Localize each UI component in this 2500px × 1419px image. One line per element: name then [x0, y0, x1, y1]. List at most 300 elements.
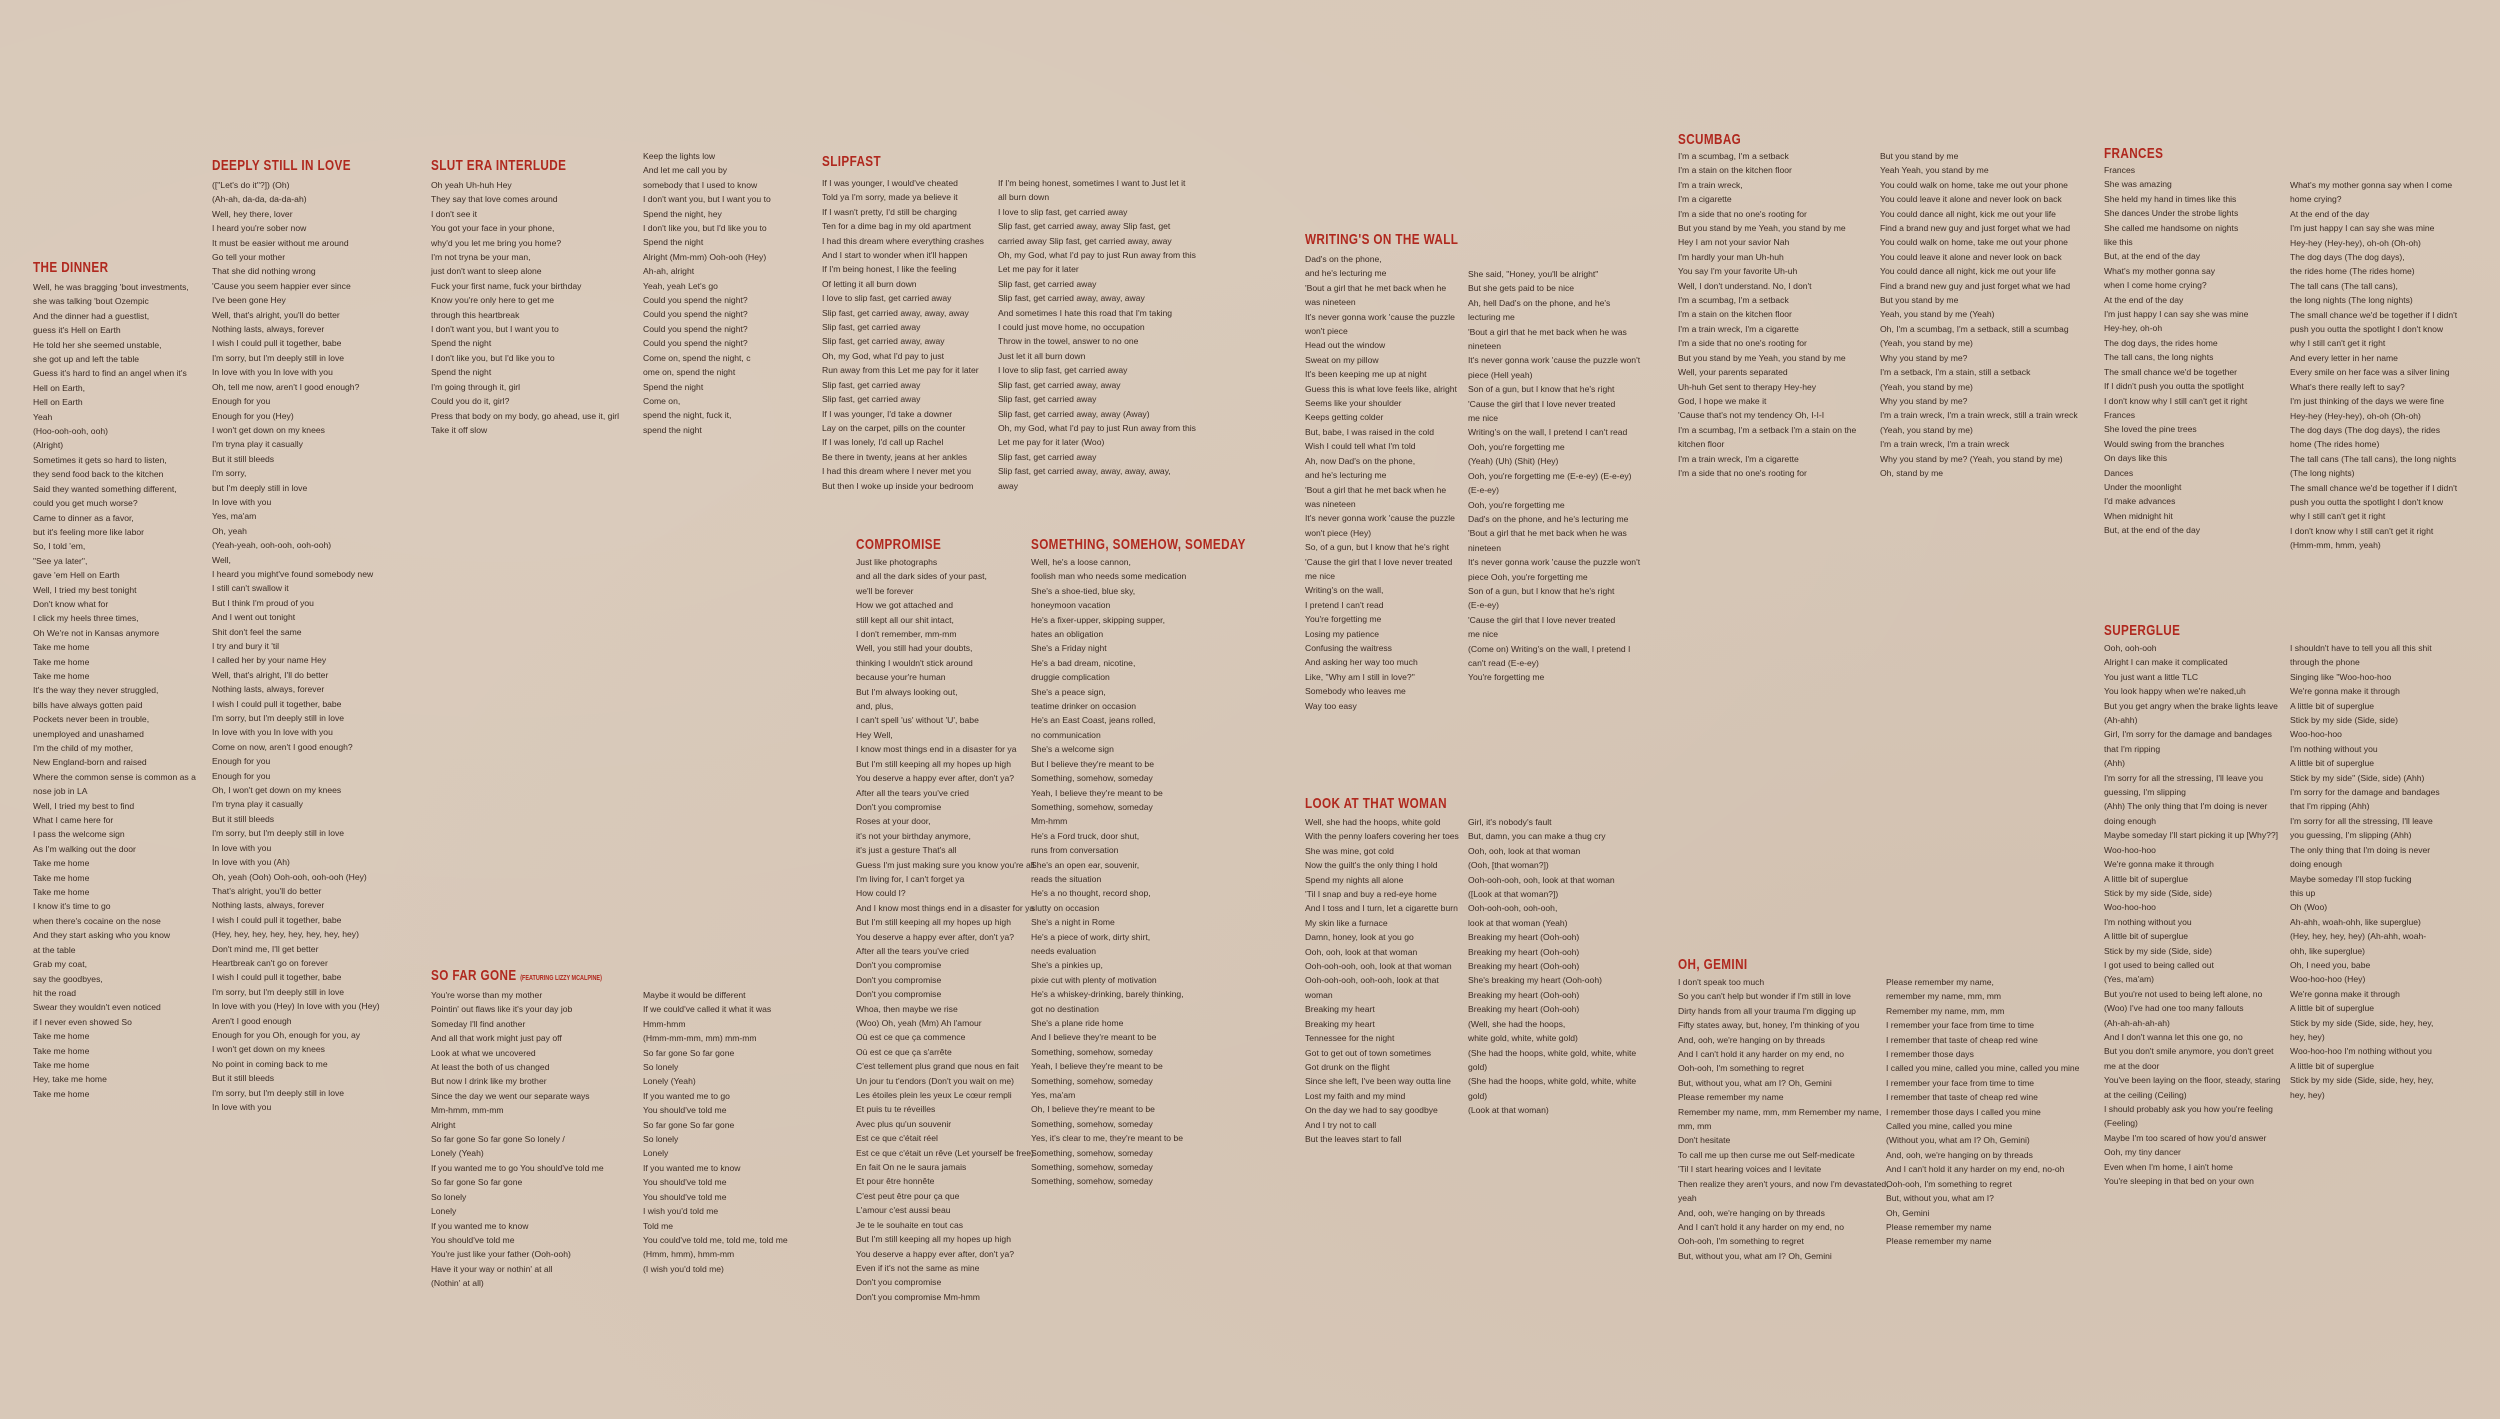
lyric-line: Ooh, ooh-ooh [2104, 643, 2157, 653]
lyric-line: Mm-hmm [1031, 816, 1068, 827]
lyric-line: It's the way they never struggled, [33, 685, 159, 696]
lyric-line: Stick by my side (Side, side, hey, hey, [2290, 1075, 2434, 1086]
lyric-line: (Hey, hey, hey, hey, hey, hey, hey, hey) [212, 929, 359, 940]
lyric-line: that I'm ripping [2104, 743, 2161, 754]
lyric-line: Ah, now Dad's on the phone, [1305, 455, 1416, 466]
lyric-line: A little bit of superglue [2290, 758, 2375, 769]
lyrics-compromise [856, 555, 1035, 1302]
lyric-line: In love with you In love with you [212, 367, 333, 378]
lyric-line: white gold, white, white gold) [1468, 1033, 1578, 1044]
lyric-line: But it still bleeds [212, 1073, 275, 1084]
lyric-line: He's a bad dream, nicotine, [1031, 657, 1136, 668]
lyric-line: I'm a train wreck, I'm a cigarette [1678, 323, 1799, 334]
lyrics-writings-on-the-wall-b [1468, 267, 1648, 707]
lyric-line: because your're human [856, 672, 946, 683]
lyric-line: Take me home [33, 656, 90, 667]
lyric-line: I remember your face from time to time [1886, 1077, 2035, 1088]
lyric-line: Alright (Mm-mm) Ooh-ooh (Hey) [643, 251, 767, 262]
lyric-line: Don't know what for [33, 598, 109, 609]
lyric-line: But, damn, you can make a thug cry [1468, 831, 1606, 842]
lyric-line: I'm nothing without you [2290, 743, 2378, 754]
lyric-line: Take me home [33, 1088, 90, 1099]
lyric-line: Et puis tu te réveilles [856, 1104, 936, 1115]
lyric-line: Ooh-ooh-ooh, ooh-ooh, [1468, 903, 1558, 914]
lyric-line: Alright I can make it complicated [2104, 657, 2228, 668]
lyric-line: Son of a gun, but I know that he's right [1468, 384, 1615, 395]
lyric-line: I'm sorry, but I'm deeply still in love [212, 828, 345, 839]
lyric-line: (Hmm-mm, hmm, yeah) [2290, 540, 2381, 551]
lyrics-something-somehow-someday [1031, 555, 1211, 1195]
song-title-frances: FRANCES [2104, 145, 2164, 162]
lyric-line: she got up and left the table [33, 354, 140, 365]
lyric-line: Ooh, ooh, look at that woman [1305, 946, 1418, 957]
lyric-line: yeah [1678, 1193, 1697, 1204]
lyric-line: I'm just thinking of the days we were fine [2290, 396, 2445, 407]
lyric-line: Could you spend the night? [643, 309, 748, 320]
lyric-line: 'Bout a girl that he met back when he [1305, 484, 1447, 495]
lyric-line: Take me home [33, 670, 90, 681]
lyric-line: But, babe, I was raised in the cold [1305, 426, 1434, 437]
lyric-line: Seems like your shoulder [1305, 398, 1402, 409]
lyric-line: But, without you, what am I? Oh, Gemini [1678, 1250, 1832, 1261]
lyric-line: Don't you compromise [856, 974, 942, 985]
lyric-line: Stick by my side (Side, side) [2104, 945, 2212, 956]
lyric-line: Got to get out of town sometimes [1305, 1047, 1432, 1058]
lyric-line: I'm a scumbag, I'm a setback I'm a stain on the [1678, 424, 1857, 435]
lyric-line: teatime drinker on occasion [1031, 701, 1137, 712]
lyric-line: Come on, [643, 395, 681, 406]
lyric-line: Woo-hoo-hoo [2104, 844, 2156, 855]
lyric-line: why I still can't get it right [2290, 338, 2386, 349]
lyric-line: needs evaluation [1031, 945, 1096, 956]
lyric-line: Ooh, my tiny dancer [2104, 1147, 2181, 1158]
lyric-line: Well, your parents separated [1678, 367, 1788, 378]
lyric-line: I don't speak too much [1678, 977, 1765, 987]
lyric-line: Something, somehow, someday [1031, 1075, 1153, 1086]
lyric-line: Girl, it's nobody's fault [1468, 817, 1552, 827]
lyric-line: lecturing me [1468, 312, 1515, 323]
lyric-line: But I'm still keeping all my hopes up high [856, 758, 1011, 769]
lyric-line: You could dance all night, kick me out your life [1880, 266, 2056, 277]
lyric-line: I could just move home, no occupation [998, 322, 1145, 333]
lyric-line: But she gets paid to be nice [1468, 283, 1575, 294]
lyric-line: Throw in the towel, answer to no one [998, 336, 1139, 347]
lyric-line: Well, you still had your doubts, [856, 643, 973, 654]
lyric-line: And I can't hold it any harder on my end, no-oh [1886, 1164, 2065, 1175]
lyric-line: I still can't swallow it [212, 583, 289, 594]
lyric-line: Swear they wouldn't even noticed [33, 1002, 161, 1013]
lyric-line: L'amour c'est aussi beau [856, 1205, 951, 1216]
lyric-line: So lonely [431, 1191, 467, 1202]
lyrics-look-at-that-woman-a [1305, 815, 1465, 1160]
lyric-line: Singing like "Woo-hoo-hoo [2290, 671, 2392, 682]
lyric-line: Even if it's not the same as mine [856, 1262, 980, 1273]
lyric-line: and all the dark sides of your past, [856, 571, 987, 582]
lyric-line: She was amazing [2104, 179, 2172, 190]
lyric-line: (Ah-ahh) [2104, 715, 2138, 726]
lyric-line: And I know most things end in a disaster for ya [856, 902, 1035, 913]
lyric-line: Let me pay for it later (Woo) [998, 437, 1105, 448]
lyric-line: It's never gonna work 'cause the puzzle [1305, 311, 1455, 322]
lyric-line: Ooh-ooh, I'm something to regret [1678, 1063, 1804, 1074]
lyric-line: I don't like you, but I'd like you to [431, 352, 555, 363]
lyric-line: But you stand by me [1880, 295, 1959, 306]
lyric-line: But it still bleeds [212, 453, 275, 464]
lyric-line: I'm sorry, [212, 468, 247, 479]
lyric-line: Don't mind me, I'll get better [212, 943, 319, 954]
lyric-line: And all that work might just pay off [431, 1033, 562, 1044]
lyric-line: Let me pay for it later [998, 264, 1079, 275]
lyric-line: Frances [2104, 165, 2136, 175]
lyric-line: (The long nights) [2290, 468, 2355, 479]
lyric-line: I heard you might've found somebody new [212, 568, 374, 579]
lyric-line: Well, I don't understand. No, I don't [1678, 280, 1812, 291]
lyric-line: but I'm deeply still in love [212, 482, 308, 493]
lyric-line: Well, I tried my best to find [33, 800, 135, 811]
lyric-line: Take it off slow [431, 424, 488, 435]
lyric-line: Sometimes it gets so hard to listen, [33, 454, 167, 465]
lyric-line: Head out the window [1305, 340, 1386, 351]
lyric-line: I'm not tryna be your man, [431, 252, 531, 263]
lyric-line: What's my mother gonna say when I come [2290, 180, 2453, 190]
lyric-line: You should've told me [643, 1177, 727, 1188]
lyric-line: gave 'em Hell on Earth [33, 570, 120, 581]
lyric-line: piece Ooh, you're forgetting me [1468, 571, 1588, 582]
lyric-line: I'm sorry, but I'm deeply still in love [212, 352, 345, 363]
lyric-line: As I'm walking out the door [33, 843, 136, 854]
lyric-line: Like, "Why am I still in love?" [1305, 671, 1415, 682]
lyric-line: If we could've called it what it was [643, 1004, 772, 1015]
lyric-line: If you wanted me to go You should've told me [431, 1162, 604, 1173]
lyric-line: She's a pinkies up, [1031, 960, 1103, 971]
lyric-line: (Nothin' at all) [431, 1278, 484, 1289]
lyric-line: no communication [1031, 729, 1101, 740]
lyric-line: I won't get down on my knees [212, 1044, 325, 1055]
lyric-line: she was talking 'bout Ozempic [33, 296, 149, 307]
lyric-line: me nice [1468, 413, 1499, 424]
lyric-line: Please remember my name [1886, 1221, 1992, 1232]
lyric-line: C'est peut être pour ça que [856, 1190, 960, 1201]
lyric-line: So far gone So far gone So lonely / [431, 1134, 565, 1145]
lyric-line: spend the night, fuck it, [643, 410, 732, 421]
lyric-line: (She had the hoops, white gold, white, white [1468, 1047, 1637, 1058]
lyric-line: Take me home [33, 887, 90, 898]
lyric-line: He's a no thought, record shop, [1031, 888, 1151, 899]
lyric-line: nineteen [1468, 542, 1501, 553]
lyric-line: ([Look at that woman?]) [1468, 889, 1559, 900]
lyric-line: I'm the child of my mother, [33, 743, 134, 753]
lyric-line: slutty on occasion [1031, 902, 1100, 913]
lyric-line: Please remember my name [1886, 1236, 1992, 1247]
lyric-line: Ooh-ooh, I'm something to regret [1678, 1236, 1804, 1247]
lyric-line: But now I drink like my brother [431, 1076, 547, 1087]
lyric-line: Well, he's a loose cannon, [1031, 557, 1131, 567]
lyric-line: Fifty states away, but, honey, I'm thinking of you [1678, 1020, 1860, 1031]
lyric-line: piece (Hell yeah) [1468, 369, 1533, 380]
lyric-line: She was mine, got cold [1305, 845, 1394, 856]
lyric-line: You're forgetting me [1468, 672, 1545, 683]
lyric-line: Oh, Gemini [1886, 1207, 1930, 1218]
lyric-line: I wish you'd told me [643, 1206, 719, 1217]
lyric-line: Got drunk on the flight [1305, 1061, 1390, 1072]
lyric-line: But you stand by me [1880, 151, 1959, 161]
lyric-line: that I'm ripping (Ahh) [2290, 801, 2370, 812]
lyric-line: Lonely (Yeah) [431, 1148, 484, 1159]
lyric-line: At least the both of us changed [431, 1062, 550, 1073]
lyric-line: say the goodbyes, [33, 973, 103, 984]
lyric-line: You've been laying on the floor, steady, staring [2104, 1075, 2281, 1086]
lyric-line: 'Til I snap and buy a red-eye home [1305, 889, 1437, 900]
lyric-line: could you get much worse? [33, 498, 138, 509]
lyric-line: You got your face in your phone, [431, 223, 555, 234]
lyric-line: Pockets never been in trouble, [33, 714, 150, 725]
lyric-line: Know you're only here to get me [431, 295, 554, 306]
lyric-line: Yeah [33, 411, 53, 422]
lyric-line: hates an obligation [1031, 629, 1104, 640]
lyric-line: Frances [2104, 409, 2136, 420]
lyric-line: Oh, tell me now, aren't I good enough? [212, 381, 360, 392]
lyric-line: Oh, my God, what I'd pay to just Run away from this [998, 422, 1196, 433]
lyric-line: unemployed and unashamed [33, 728, 144, 739]
lyric-line: Stick by my side (Side, side) [2104, 887, 2212, 898]
lyric-line: I'm nothing without you [2104, 916, 2192, 927]
lyric-line: But it still bleeds [212, 813, 275, 824]
lyric-line: Enough for you [212, 396, 271, 407]
lyric-line: If I wasn't pretty, I'd still be charging [822, 206, 957, 217]
lyric-line: Don't you compromise [856, 960, 942, 971]
lyric-line: And, ooh, we're hanging on by threads [1678, 1207, 1825, 1218]
lyric-line: Maybe someday I'll stop fucking [2290, 873, 2412, 884]
lyric-line: I don't know why I still can't get it right [2290, 525, 2434, 536]
lyric-line: Could you spend the night? [643, 295, 748, 306]
lyric-line: Yes, ma'am [1031, 1090, 1076, 1101]
lyric-line: I'm sorry for all the stressing, I'll leave you [2104, 772, 2263, 783]
lyric-line: Je te le souhaite en tout cas [856, 1219, 964, 1230]
lyric-line: But I'm always looking out, [856, 686, 958, 697]
lyric-line: I love to slip fast, get carried away [998, 206, 1128, 217]
lyric-line: home crying? [2290, 194, 2342, 205]
lyric-line: Something, somehow, someday [1031, 1162, 1153, 1173]
song-title-slut-era-interlude: SLUT ERA INTERLUDE [431, 157, 567, 174]
lyric-line: Yeah, yeah Let's go [643, 280, 718, 291]
lyric-line: I'm a train wreck, I'm a train wreck [1880, 439, 2010, 450]
lyric-line: I remember that taste of cheap red wine [1886, 1092, 2038, 1103]
lyric-line: (Feeling) [2104, 1118, 2138, 1129]
lyric-line: So lonely [643, 1062, 679, 1073]
lyric-line: (She had the hoops, white gold, white, white [1468, 1076, 1637, 1087]
lyric-line: I know it's time to go [33, 901, 111, 912]
lyric-line: woman [1305, 989, 1333, 1000]
lyric-line: I called her by your name Hey [212, 655, 327, 666]
lyric-line: Take me home [33, 642, 90, 653]
lyric-line: He's a fixer-upper, skipping supper, [1031, 614, 1165, 625]
lyric-line: Woo-hoo-hoo [2104, 902, 2156, 913]
lyric-line: Stick by my side" (Side, side) (Ahh) [2290, 772, 2425, 783]
lyric-line: You could leave it alone and never look on back [1880, 194, 2062, 205]
lyric-line: Why you stand by me? (Yeah, you stand by me) [1880, 453, 2063, 464]
lyric-line: Breaking my heart (Ooh-ooh) [1468, 989, 1580, 1000]
lyric-line: But I'm still keeping all my hopes up high [856, 1234, 1011, 1245]
lyric-line: It's been keeping me up at night [1305, 369, 1427, 380]
lyric-line: On days like this [2104, 453, 2168, 464]
lyric-line: Lonely [643, 1148, 669, 1159]
lyric-line: Fuck your first name, fuck your birthday [431, 280, 582, 291]
lyric-line: remember my name, mm, mm [1886, 991, 2002, 1002]
lyric-line: Oh yeah Uh-huh Hey [431, 180, 512, 190]
lyric-line: I don't know why I still can't get it right [2104, 395, 2248, 406]
lyric-line: through this heartbreak [431, 309, 520, 320]
lyric-line: 'Til I start hearing voices and I levitate [1678, 1164, 1822, 1175]
lyric-line: I had this dream where everything crashes [822, 235, 984, 246]
lyric-line: ohh, like superglue) [2290, 945, 2366, 956]
lyric-line: Since the day we went our separate ways [431, 1090, 590, 1101]
lyric-line: I wish I could pull it together, babe [212, 338, 342, 349]
lyric-line: Breaking my heart (Ooh-ooh) [1468, 946, 1580, 957]
lyric-line: Ooh, you're forgetting me (E-e-ey) (E-e-ey) [1468, 470, 1632, 481]
lyric-line: Well, I tried my best tonight [33, 584, 137, 595]
lyric-line: Spend the night [431, 367, 492, 378]
lyric-line: So far gone So far gone [643, 1119, 735, 1130]
lyric-line: Keep the lights low [643, 151, 716, 161]
lyric-line: Avec plus qu'un souvenir [856, 1118, 952, 1129]
lyric-line: I'm a train wreck, I'm a cigarette [1678, 453, 1799, 464]
lyric-line: In love with you [212, 842, 272, 853]
lyric-line: Well, he was bragging 'bout investments, [33, 282, 189, 292]
lyric-line: the long nights (The long nights) [2290, 295, 2413, 306]
lyric-line: and he's lecturing me [1305, 268, 1387, 279]
lyric-line: The only thing that I'm doing is never [2290, 844, 2431, 855]
lyric-line: The dog days (The dog days), the rides [2290, 424, 2440, 435]
lyric-line: That she did nothing wrong [212, 266, 316, 277]
lyric-line: If you wanted me to know [643, 1162, 741, 1173]
lyric-line: Come on now, aren't I good enough? [212, 741, 353, 752]
lyric-line: Told ya I'm sorry, made ya believe it [822, 192, 958, 203]
lyric-line: Ooh, ooh, look at that woman [1468, 845, 1581, 856]
lyric-line: Come on, spend the night, c [643, 352, 751, 363]
lyric-line: Slip fast, get carried away, away [822, 336, 945, 347]
lyric-line: But you stand by me Yeah, you stand by me [1678, 352, 1846, 363]
lyric-line: Hey-hey (Hey-hey), oh-oh (Oh-oh) [2290, 410, 2421, 421]
lyric-line: What's my mother gonna say [2104, 265, 2216, 276]
lyric-line: Something, somehow, someday [1031, 1147, 1153, 1158]
song-title-slipfast: SLIPFAST [822, 153, 882, 170]
so-far-gone-title-text: SO FAR GONE [431, 967, 517, 984]
lyric-line: I wish I could pull it together, babe [212, 914, 342, 925]
lyric-line: I'm going through it, girl [431, 381, 521, 392]
lyric-line: Would swing from the branches [2104, 438, 2225, 449]
lyric-line: Find a brand new guy and just forget what we had [1880, 223, 2071, 234]
lyric-line: Well, she had the hoops, white gold [1305, 817, 1441, 827]
lyric-line: Writing's on the wall, I pretend I can't read [1468, 427, 1628, 438]
lyric-line: But, at the end of the day [2104, 525, 2201, 536]
lyric-line: I'm a setback, I'm a stain, still a setback [1880, 367, 2031, 378]
lyric-line: How could I? [856, 888, 906, 899]
lyric-line: You should've told me [643, 1105, 727, 1116]
lyric-line: In love with you [212, 1102, 272, 1112]
lyric-line: I got used to being called out [2104, 959, 2214, 970]
lyric-line: Son of a gun, but I know that he's right [1468, 585, 1615, 596]
lyric-line: (Yeah-yeah, ooh-ooh, ooh-ooh) [212, 540, 332, 551]
lyric-line: The dog days (The dog days), [2290, 252, 2405, 263]
lyric-line: With the penny loafers covering her toes [1305, 831, 1459, 842]
lyric-line: I'm a train wreck, [1678, 179, 1743, 190]
lyric-line: kitchen floor [1678, 439, 1725, 450]
lyric-line: Oh, I need you, babe [2290, 959, 2371, 970]
lyric-line: I love to slip fast, get carried away [998, 365, 1128, 376]
lyric-line: Said they wanted something different, [33, 483, 177, 494]
lyric-line: The tall cans (The tall cans), [2290, 280, 2398, 291]
lyric-line: Ten for a dime bag in my old apartment [822, 221, 972, 232]
lyric-line: hit the road [33, 987, 76, 998]
lyric-line: Have it your way or nothin' at all [431, 1263, 553, 1274]
lyric-line: Hell on Earth, [33, 382, 86, 393]
lyric-line: (E-e-ey) [1468, 485, 1500, 496]
lyric-line: You could dance all night, kick me out your life [1880, 208, 2056, 219]
lyric-line: Wish I could tell what I'm told [1305, 441, 1416, 452]
lyric-line: En fait On ne le saura jamais [856, 1162, 967, 1173]
lyric-line: (Look at that woman) [1468, 1105, 1549, 1116]
lyric-line: Don't you compromise Mm-hmm [856, 1291, 980, 1302]
lyric-line: So you can't help but wonder if I'm still in love [1678, 991, 1851, 1002]
lyric-line: But, at the end of the day [2104, 251, 2201, 262]
lyric-line: through the phone [2290, 657, 2360, 668]
lyric-line: But you stand by me Yeah, you stand by me [1678, 223, 1846, 234]
lyric-line: If I was younger, I'd take a downer [822, 408, 953, 419]
lyric-line: push you outta the spotlight I don't know [2290, 496, 2444, 507]
lyric-line: But I think I'm proud of you [212, 597, 314, 608]
lyric-line: Et pour être honnête [856, 1176, 935, 1187]
lyric-line: I'm just happy I can say she was mine [2104, 309, 2249, 320]
lyric-line: it's just a gesture That's all [856, 845, 957, 856]
lyric-line: Uh-huh Get sent to therapy Hey-hey [1678, 381, 1817, 392]
lyric-line: Came to dinner as a favor, [33, 512, 134, 523]
lyric-line: But, without you, what am I? Oh, Gemini [1678, 1077, 1832, 1088]
lyric-line: gold) [1468, 1061, 1488, 1072]
lyric-line: Yeah, I believe they're meant to be [1031, 1061, 1163, 1072]
lyric-line: You're just like your father (Ooh-ooh) [431, 1249, 571, 1260]
lyric-line: Ooh-ooh-ooh, ooh, look at that woman [1305, 961, 1452, 972]
lyric-line: So far gone So far gone [643, 1047, 735, 1058]
lyric-line: can't read (E-e-ey) [1468, 657, 1539, 668]
lyric-line: Whoa, then maybe we rise [856, 1003, 958, 1014]
lyrics-so-far-gone-a [431, 988, 641, 1298]
lyric-line: Ooh-ooh, I'm something to regret [1886, 1178, 2012, 1189]
lyric-line: You could've told me, told me, told me [643, 1234, 788, 1245]
lyric-line: You deserve a happy ever after, don't ya? [856, 931, 1015, 942]
lyric-line: Slip fast, get carried away, away, away [822, 307, 969, 318]
lyric-line: Est ce que c'était un rêve (Let yourself be free) [856, 1147, 1034, 1158]
lyric-line: And I start to wonder when it'll happen [822, 250, 968, 261]
lyric-line: Find a brand new guy and just forget what we had [1880, 280, 2071, 291]
lyric-line: I'm a stain on the kitchen floor [1678, 165, 1792, 176]
lyric-line: She's breaking my heart (Ooh-ooh) [1468, 975, 1602, 986]
lyric-line: I should probably ask you how you're feeling [2104, 1104, 2273, 1114]
lyric-line: Les étoiles plein les yeux Le cœur rempli [856, 1090, 1012, 1101]
lyric-line: Take me home [33, 1045, 90, 1056]
lyric-line: Spend the night [431, 338, 492, 349]
lyric-line: Pointin' out flaws like it's your day job [431, 1004, 573, 1015]
lyric-line: Could you spend the night? [643, 338, 748, 349]
lyric-line: A little bit of superglue [2290, 700, 2375, 711]
lyrics-scumbag-b [1880, 149, 2095, 489]
lyric-line: I'm living for, I can't forget ya [856, 873, 965, 884]
lyric-line: when I come home crying? [2104, 280, 2207, 291]
lyric-line: If you wanted me to know [431, 1220, 529, 1231]
lyric-line: The small chance we'd be together if I didn't [2290, 309, 2458, 320]
lyric-line: (Without you, what am I? Oh, Gemini) [1886, 1135, 2030, 1146]
lyric-line: was nineteen [1305, 498, 1356, 509]
lyric-line: And I can't hold it any harder on my end, no [1678, 1221, 1844, 1232]
